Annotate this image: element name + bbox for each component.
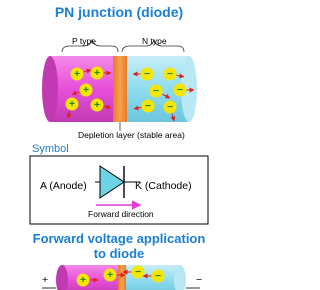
symbol-section-label: Symbol (32, 143, 69, 155)
terminal-minus: − (196, 274, 203, 286)
svg-text:−: − (134, 266, 142, 278)
svg-text:−: − (166, 68, 174, 80)
svg-text:−: − (154, 270, 162, 282)
title-forward-line2: to diode (93, 246, 145, 261)
svg-text:+: + (82, 84, 90, 96)
svg-text:+: + (93, 67, 101, 79)
title-forward-voltage (0, 231, 238, 261)
svg-text:−: − (144, 100, 152, 112)
terminal-plus: + (42, 274, 49, 286)
anode-label: A (Anode) (40, 180, 87, 192)
p-type-label: P type (72, 36, 96, 46)
svg-text:−: − (143, 68, 151, 80)
n-type-label: N type (142, 36, 167, 46)
svg-text:−: − (176, 84, 184, 96)
title-forward-line1: Forward voltage application (32, 231, 206, 246)
svg-text:+: + (106, 269, 114, 281)
svg-text:+: + (73, 68, 81, 80)
depletion-layer-label: Depletion layer (stable area) (78, 130, 185, 140)
depletion-layer (113, 56, 127, 122)
svg-text:+: + (68, 98, 76, 110)
svg-text:−: − (166, 101, 174, 113)
forward-direction-label: Forward direction (88, 209, 154, 219)
svg-text:+: + (93, 99, 101, 111)
title-pn-junction: PN junction (diode) (54, 4, 184, 20)
svg-text:−: − (152, 85, 160, 97)
forward-bias-diagram (42, 265, 203, 290)
cathode-label: K (Cathode) (135, 180, 192, 192)
svg-text:+: + (79, 274, 87, 286)
